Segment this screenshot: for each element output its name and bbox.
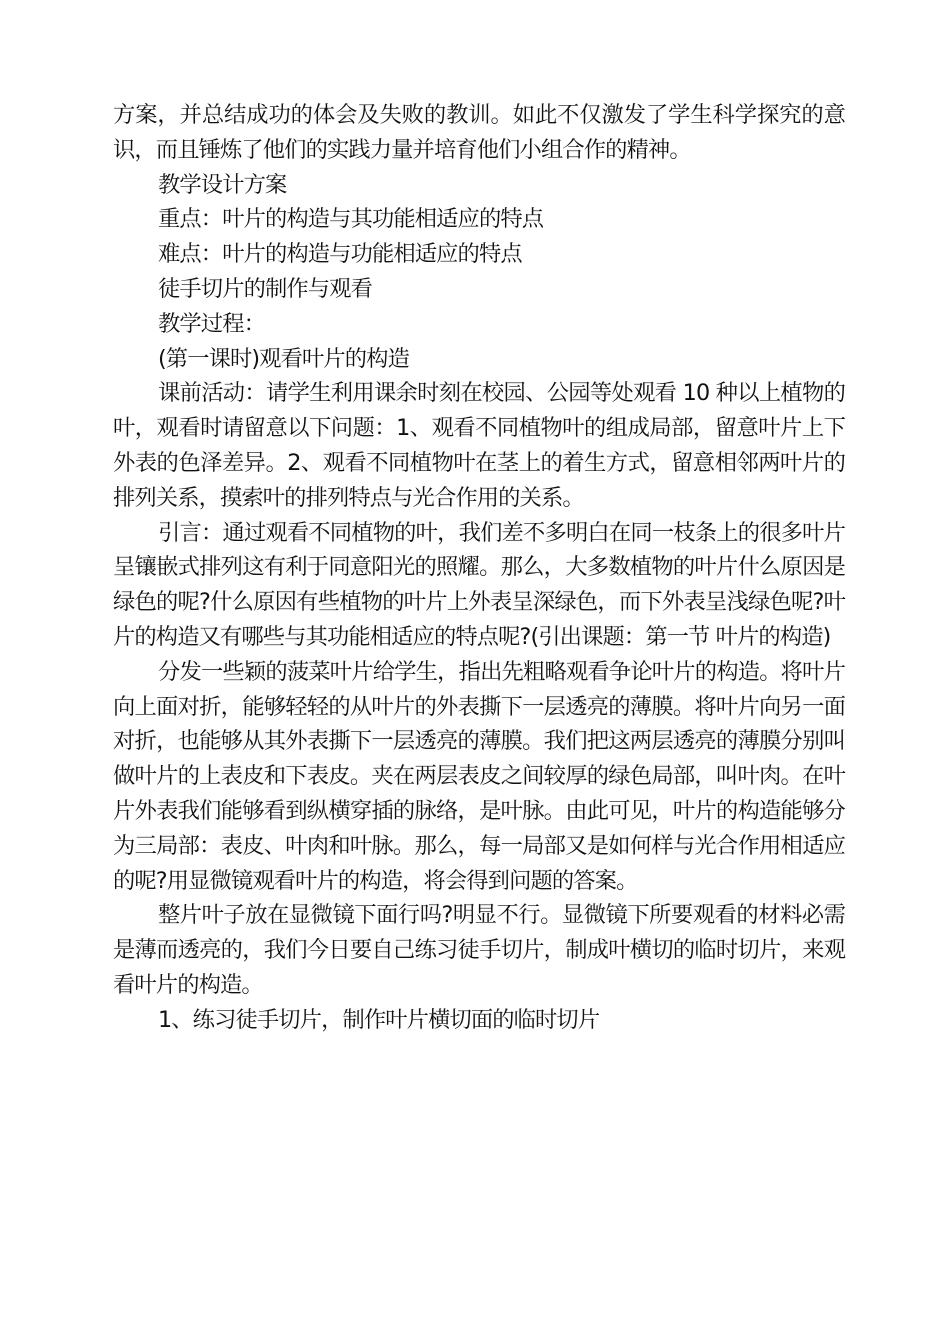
step-one-line: 1、练习徒手切片，制作叶片横切面的临时切片 xyxy=(158,1006,600,1033)
teaching-process-heading: 教学过程： xyxy=(158,310,265,337)
paragraph-introduction: 引言：通过观看不同植物的叶，我们差不多明白在同一枝条上的很多叶片呈镶嵌式排列这有利于同意阳光的照耀。那么，大多数植物的叶片什么原因是绿色的呢?什么原因有些植物的叶片上外表呈深绿色，而下外表呈浅绿色呢?叶片的构造又有哪些与其功能相适应的特点呢?(引出课题：第一节 叶片的构造) xyxy=(113,519,845,650)
key-point-line: 重点：叶片的构造与其功能相适应的特点 xyxy=(158,206,544,233)
first-lesson-heading: (第一课时)观看叶片的构造 xyxy=(158,345,409,372)
document-body xyxy=(113,98,845,1038)
paragraph-continuation: 方案，并总结成功的体会及失败的教训。如此不仅激发了学生科学探究的意识，而且锤炼了他们的实践力量并培育他们小组合作的精神。 xyxy=(113,102,845,163)
paragraph-spinach-observation: 分发一些颖的菠菜叶片给学生，指出先粗略观看争论叶片的构造。将叶片向上面对折，能够轻轻的从叶片的外表撕下一层透亮的薄膜。将叶片向另一面对折，也能够从其外表撕下一层透亮的薄膜。我们把这两层透亮的薄膜分别叫做叶片的上表皮和下表皮。夹在两层表皮之间较厚的绿色局部，叫叶肉。在叶片外表我们能够看到纵横穿插的脉络，是叶脉。由此可见，叶片的构造能够分为三局部：表皮、叶肉和叶脉。那么，每一局部又是如何样与光合作用相适应的呢?用显微镜观看叶片的构造，将会得到问题的答案。 xyxy=(113,658,845,894)
paragraph-pre-class-activity: 课前活动：请学生利用课余时刻在校园、公园等处观看 10 种以上植物的叶，观看时请留意以下问题：1、观看不同植物叶的组成局部，留意叶片上下外表的色泽差异。2、观看不同植物叶在茎上的着生方式，留意相邻两叶片的排列关系，摸索叶的排列特点与光合作用的关系。 xyxy=(113,380,845,511)
section-heading-design: 教学设计方案 xyxy=(158,171,287,198)
paragraph-microscope: 整片叶子放在显微镜下面行吗?明显不行。显微镜下所要观看的材料必需是薄而透亮的，我们今日要自己练习徒手切片，制成叶横切的临时切片，来观看叶片的构造。 xyxy=(113,902,845,998)
freehand-section-line: 徒手切片的制作与观看 xyxy=(158,275,372,302)
difficulty-line: 难点：叶片的构造与功能相适应的特点 xyxy=(158,241,522,268)
